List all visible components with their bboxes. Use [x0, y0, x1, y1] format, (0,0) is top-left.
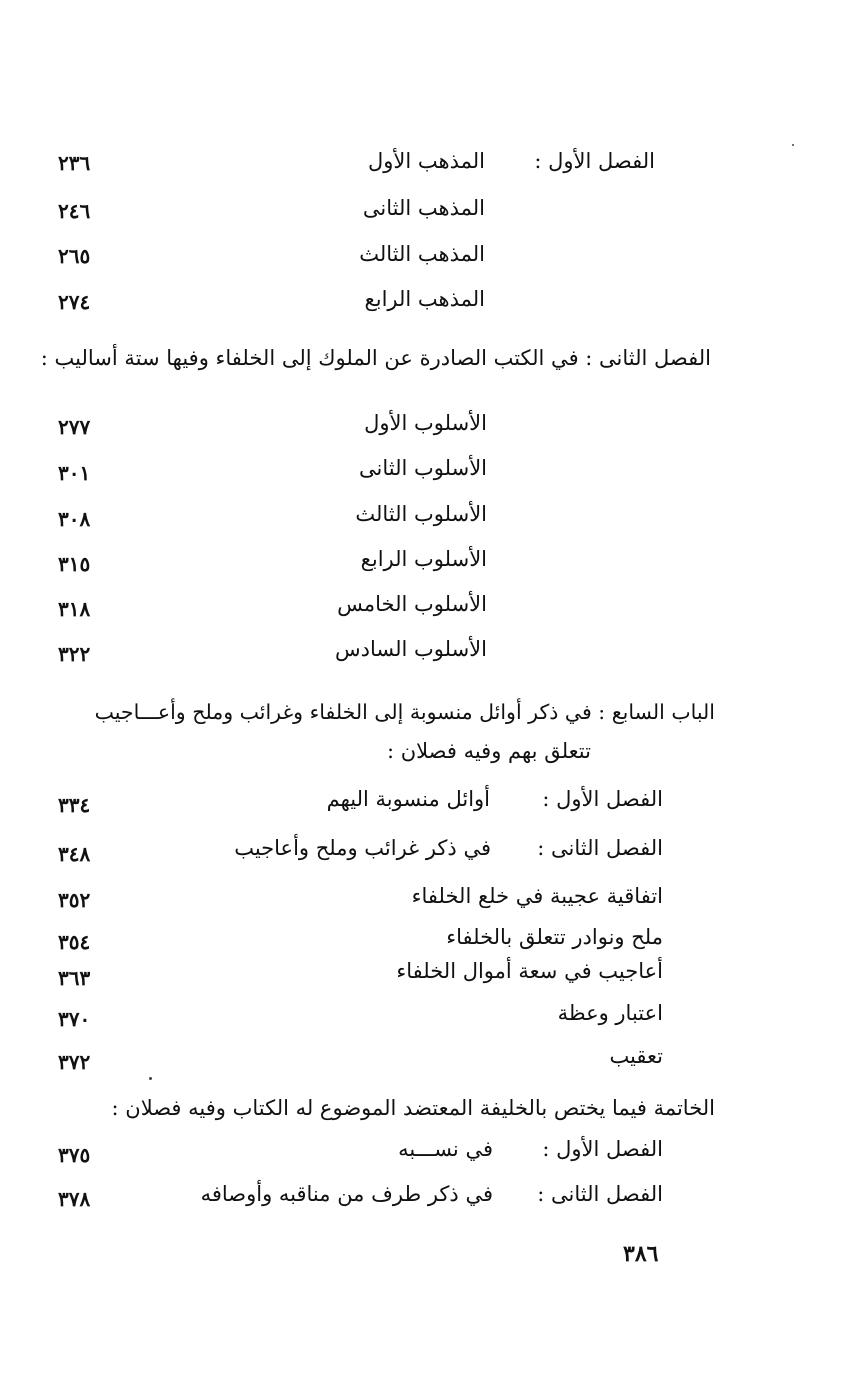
- entry-page: ٣٥٢: [58, 888, 91, 912]
- entry-page: ٣١٥: [58, 552, 91, 576]
- entry-title: تعقيب: [609, 1044, 663, 1068]
- entry-title: الأسلوب الرابع: [360, 547, 487, 571]
- entry-title: في ذكر غرائب وملح وأعاجيب: [234, 836, 491, 860]
- entry-title: الأسلوب الثالث: [355, 502, 487, 526]
- entry-title: المذهب الثانى: [362, 196, 485, 220]
- entry-title: أعاجيب في سعة أموال الخلفاء: [396, 959, 663, 983]
- entry-title: الأسلوب الثانى: [359, 456, 487, 480]
- entry-page: ٢٧٤: [58, 290, 91, 314]
- entry-page: ٣١٨: [58, 597, 91, 621]
- section-label: الفصل الأول :: [542, 787, 663, 811]
- section-label: الفصل الثانى :: [537, 836, 663, 860]
- entry-page: ٣٦٣: [58, 966, 91, 990]
- entry-title: الأسلوب السادس: [334, 637, 487, 661]
- entry-page: ٢٧٧: [58, 415, 91, 439]
- entry-page: ٣٣٤: [58, 793, 91, 817]
- entry-page: ٣٧٥: [58, 1143, 91, 1167]
- entry-title: الأسلوب الخامس: [337, 592, 487, 616]
- section-label: الفصل الأول :: [534, 149, 655, 173]
- entry-title: المذهب الرابع: [364, 287, 485, 311]
- entry-title: المذهب الثالث: [359, 242, 485, 266]
- entry-page: ٢٤٦: [58, 199, 91, 223]
- speck: [149, 1077, 152, 1080]
- entry-title: اتفاقية عجيبة في خلع الخلفاء: [411, 884, 663, 908]
- chapter-heading: الباب السابع : في ذكر أوائل منسوبة إلى الخلفاء وغرائب وملح وأعـــاجيب: [94, 700, 715, 724]
- entry-title: في ذكر طرف من مناقبه وأوصافه: [200, 1182, 493, 1206]
- entry-page: ٣٤٨: [58, 842, 91, 866]
- section-label: الفصل الثانى :: [537, 1182, 663, 1206]
- entry-page: ٣٧٠: [58, 1007, 91, 1031]
- entry-title: في نســـبه: [398, 1137, 493, 1161]
- speck: [792, 144, 794, 146]
- entry-page: ٣٢٢: [58, 642, 91, 666]
- entry-page: ٣٧٨: [58, 1187, 91, 1211]
- entry-page: ٢٦٥: [58, 244, 91, 268]
- entry-title: ملح ونوادر تتعلق بالخلفاء: [446, 925, 663, 949]
- entry-title: المذهب الأول: [368, 149, 485, 173]
- entry-title: الأسلوب الأول: [364, 411, 487, 435]
- entry-page: ٣٧٢: [58, 1050, 91, 1074]
- section-label: الفصل الأول :: [542, 1137, 663, 1161]
- entry-page: ٣٠١: [58, 461, 91, 485]
- entry-title: اعتبار وعظة: [557, 1001, 663, 1025]
- chapter-heading-continued: تتعلق بهم وفيه فصلان :: [386, 739, 591, 763]
- section-heading: الفصل الثانى : في الكتب الصادرة عن الملوك إلى الخلفاء وفيها ستة أساليب :: [40, 346, 711, 370]
- page-number: ٣٨٦: [623, 1241, 659, 1267]
- conclusion-heading: الخاتمة فيما يختص بالخليفة المعتضد الموضوع له الكتاب وفيه فصلان :: [111, 1096, 715, 1120]
- entry-title: أوائل منسوبة اليهم: [326, 787, 490, 811]
- entry-page: ٢٣٦: [58, 151, 91, 175]
- entry-page: ٣٠٨: [58, 507, 91, 531]
- entry-page: ٣٥٤: [58, 930, 91, 954]
